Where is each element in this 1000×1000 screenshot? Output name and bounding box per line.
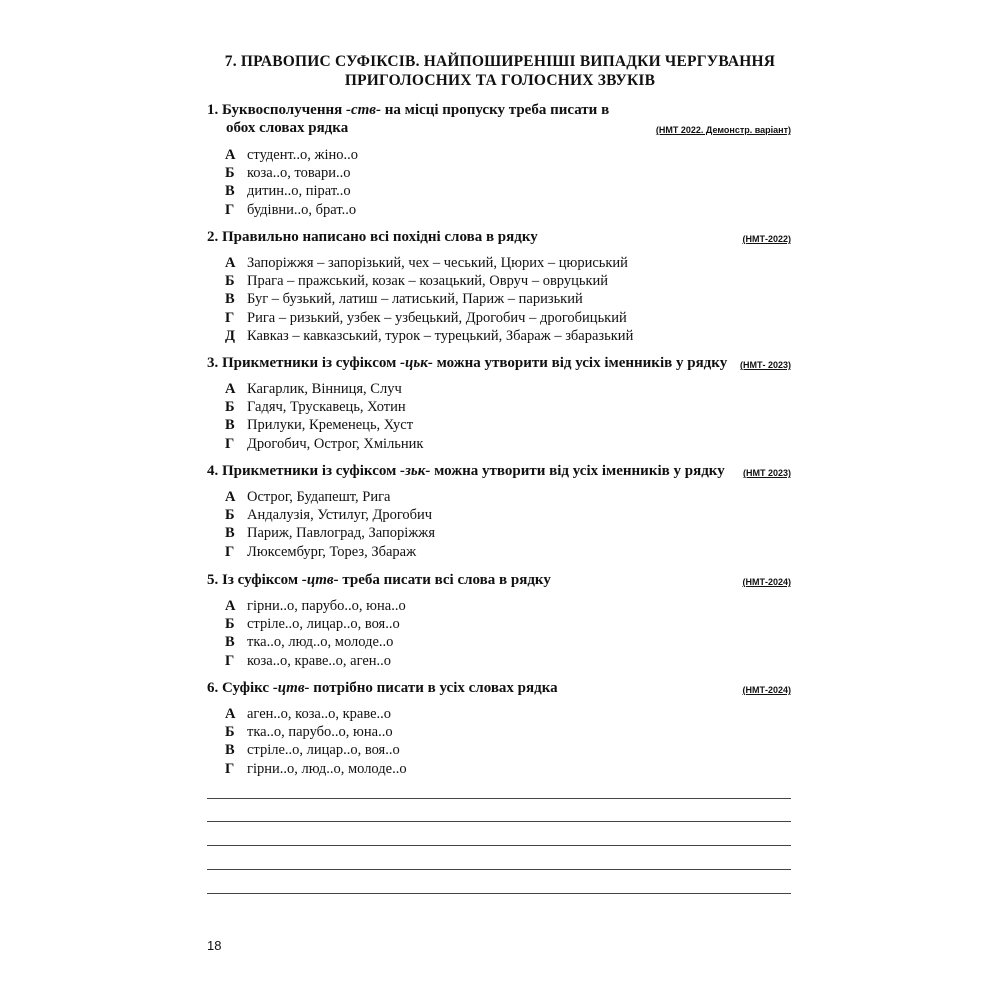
question-suffix: -цьк- (400, 355, 433, 371)
option-a: А Кагарлик, Вінниця, Случ (225, 381, 402, 397)
answer-line (207, 821, 791, 822)
options-list (207, 254, 791, 345)
question-number: 2. (207, 229, 219, 245)
option-v: В дитин..о, пірат..о (225, 183, 351, 200)
question-2 (207, 228, 791, 345)
question-number: 6. (207, 680, 219, 696)
option-a: А Острог, Будапешт, Рига (225, 489, 391, 505)
question-text-post: треба писати всі слова в рядку (338, 572, 551, 588)
page-number: 18 (207, 938, 222, 953)
page-title-line-2: ПРИГОЛОСНИХ ТА ГОЛОСНИХ ЗВУКІВ (344, 72, 656, 89)
question-text-pre: Буквосполучення (222, 102, 346, 118)
option-g: Г гірни..о, люд..о, молоде..о (225, 760, 407, 777)
question-source: (НМТ-2024) (742, 577, 791, 587)
question-text-pre: Правильно написано всі похідні слова в рядку (222, 229, 538, 245)
question-1 (207, 101, 791, 219)
options-list (207, 146, 791, 219)
option-v: В стріле..о, лицар..о, воя..о (225, 742, 400, 759)
option-b: Б Гадяч, Трускавець, Хотин (225, 399, 406, 416)
question-text-pre: Із суфіксом (222, 572, 302, 588)
option-a: А гірни..о, парубо..о, юна..о (225, 598, 406, 614)
option-a: А Запоріжжя – запорізький, чех – чеський, Цюрих – цюриський (225, 255, 628, 271)
option-a: А аген..о, коза..о, краве..о (225, 706, 392, 722)
page-title (200, 52, 800, 90)
question-6 (207, 679, 791, 778)
question-text-post: на місці пропуску треба писати в (381, 102, 610, 118)
option-b: Б стріле..о, лицар..о, воя..о (225, 616, 400, 633)
question-1-heading (207, 101, 791, 137)
question-number: 5. (207, 572, 219, 588)
option-b: Б Прага – пражський, козак – козацький, Овруч – овруцький (225, 273, 609, 290)
option-d: Д Кавказ – кавказський, турок – турецький, Збараж – збаразький (225, 327, 634, 344)
question-text-pre: Суфікс (222, 680, 273, 696)
question-6-heading (207, 679, 791, 697)
option-a: А студент..о, жіно..о (225, 147, 359, 163)
question-suffix: -цтв- (301, 572, 339, 588)
option-b: Б Андалузія, Устилуг, Дрогобич (225, 507, 433, 524)
option-g: Г Рига – ризький, узбек – узбецький, Дрогобич – дрогобицький (225, 309, 627, 326)
question-number: 4. (207, 463, 219, 479)
question-source: (НМТ 2022. Демонстр. варіант) (655, 125, 791, 135)
answer-line (207, 845, 791, 846)
question-source: (НМТ-2024) (742, 685, 791, 695)
question-text-post: можна утворити від усіх іменників у рядку (432, 355, 728, 371)
option-v: В Прилуки, Кременець, Хуст (225, 417, 414, 434)
options-list (207, 380, 791, 453)
question-2-heading (207, 228, 791, 246)
question-5-heading (207, 571, 791, 589)
question-suffix: -ств- (345, 102, 382, 118)
page-title-line-1: 7. ПРАВОПИС СУФІКСІВ. НАЙПОШИРЕНІШІ ВИПАДКИ ЧЕРГУВАННЯ (224, 53, 776, 70)
question-text-pre: Прикметники із суфіксом (222, 463, 401, 479)
option-v: В Буг – бузький, латиш – латиський, Париж – паризький (225, 291, 583, 308)
question-number: 1. (207, 102, 219, 118)
question-text-post: можна утворити від усіх іменників у рядку (430, 463, 725, 479)
question-text-line-2: обох словах рядка (226, 120, 349, 136)
option-g: Г Люксембург, Торез, Збараж (225, 543, 417, 560)
question-5 (207, 571, 791, 670)
options-list (207, 488, 791, 561)
question-number: 3. (207, 355, 219, 371)
question-text-pre: Прикметники із суфіксом (222, 355, 401, 371)
answer-line (207, 893, 791, 894)
question-suffix: -цтв- (272, 680, 310, 696)
option-v: В тка..о, люд..о, молоде..о (225, 634, 394, 651)
question-source: (НМТ- 2023) (739, 360, 791, 370)
question-suffix: -зьк- (400, 463, 431, 479)
question-source: (НМТ-2022) (742, 234, 791, 244)
option-b: Б коза..о, товари..о (225, 165, 351, 182)
option-g: Г Дрогобич, Острог, Хмільник (225, 435, 424, 452)
option-g: Г коза..о, краве..о, аген..о (225, 652, 392, 669)
question-text-post: потрібно писати в усіх словах рядка (309, 680, 558, 696)
answer-line (207, 869, 791, 870)
question-4-heading (207, 462, 791, 480)
options-list (207, 705, 791, 778)
option-g: Г будівни..о, брат..о (225, 201, 357, 218)
question-3-heading (207, 354, 791, 372)
options-list (207, 597, 791, 670)
answer-line (207, 798, 791, 799)
option-b: Б тка..о, парубо..о, юна..о (225, 724, 393, 741)
question-3 (207, 354, 791, 453)
question-4 (207, 462, 791, 561)
option-v: В Париж, Павлоград, Запоріжжя (225, 525, 435, 542)
question-source: (НМТ 2023) (742, 468, 791, 478)
